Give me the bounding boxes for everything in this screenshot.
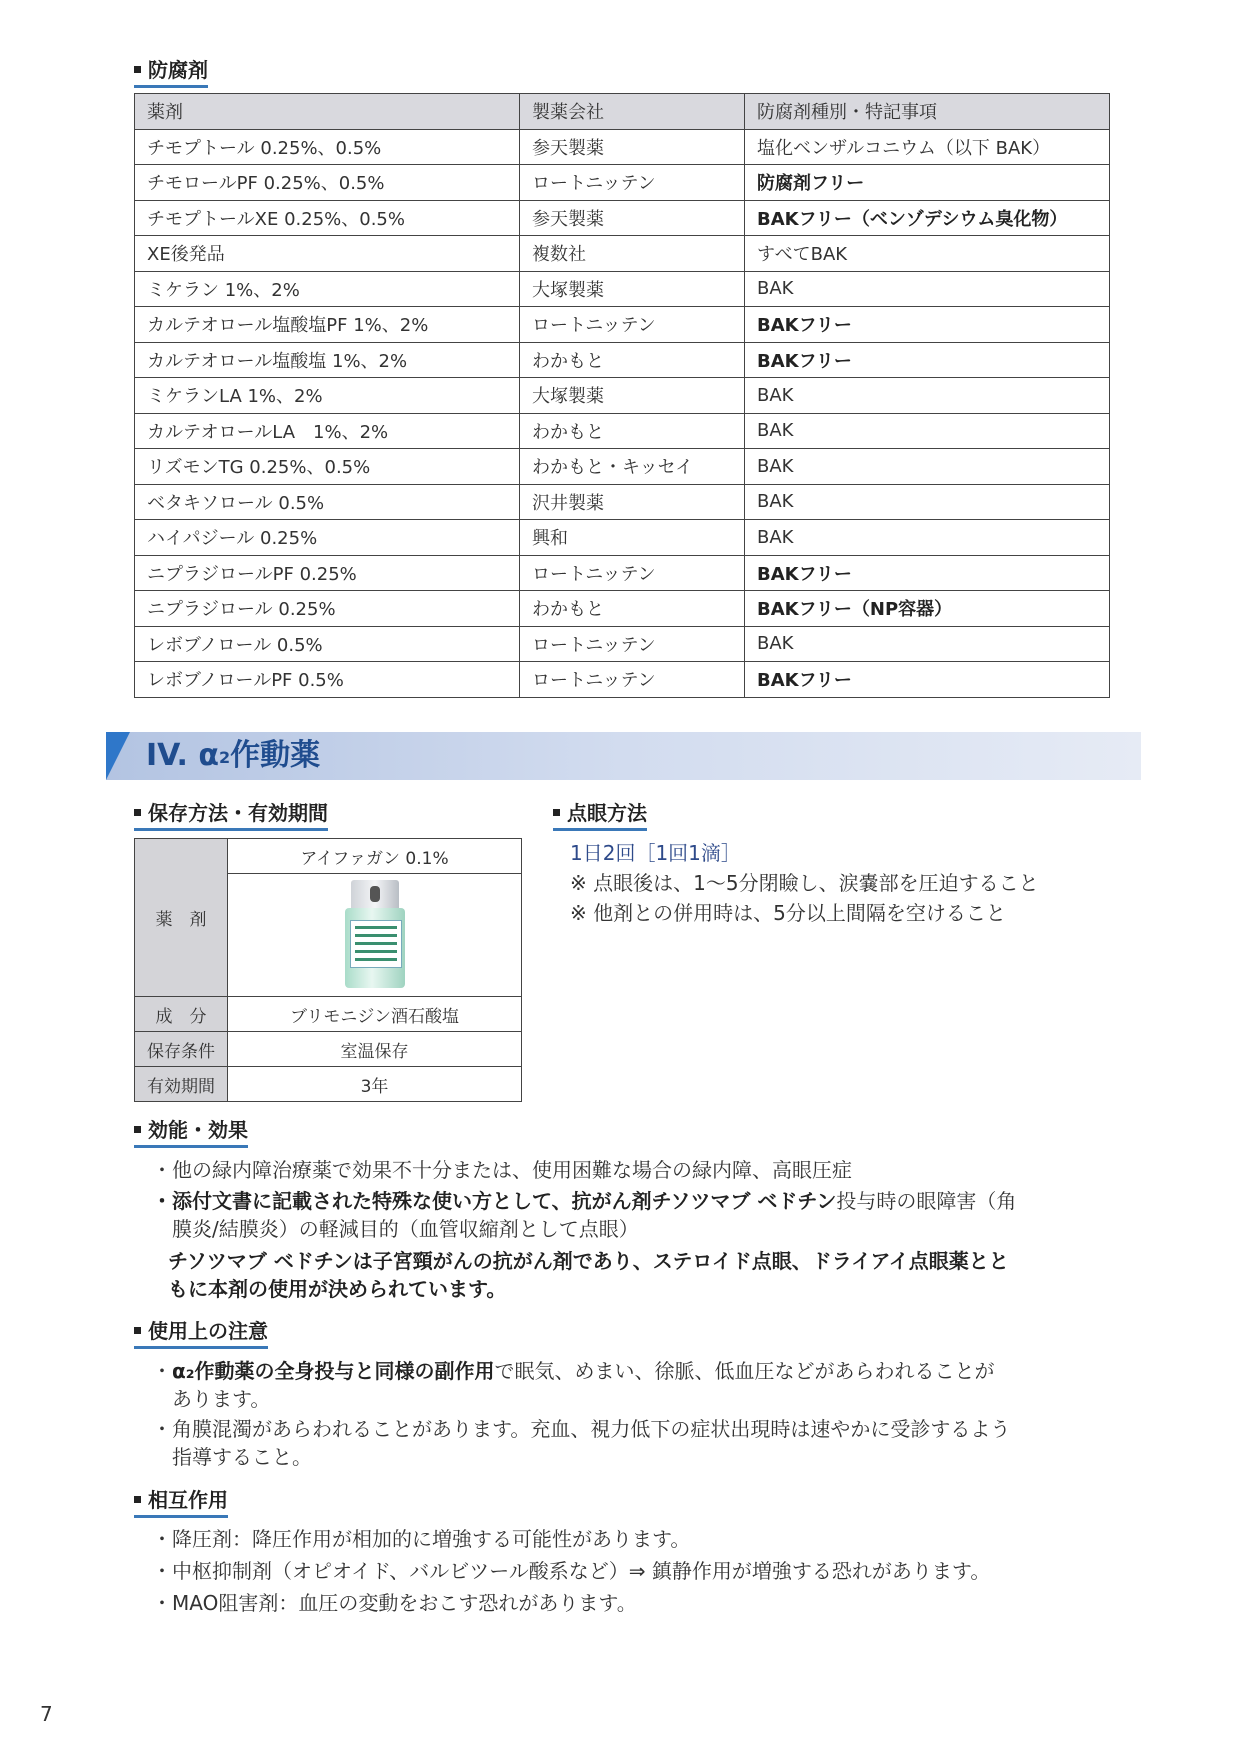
- table-header-row: [135, 94, 1110, 130]
- dosing-note: ※ 他剤との併用時は、5分以上間隔を空けること: [570, 901, 1006, 925]
- maker-cell: わかもと: [520, 342, 745, 378]
- preservative-heading: 防腐剤: [134, 57, 208, 88]
- note-cell: すべてBAK: [745, 236, 1110, 272]
- note-cell: 防腐剤フリー: [745, 165, 1110, 201]
- efficacy-note: チソツマブ ベドチンは子宮頸がんの抗がん剤であり、ステロイド点眼、ドライアイ点眼薬とと: [168, 1249, 1009, 1273]
- column-header: 防腐剤種別・特記事項: [745, 94, 1110, 130]
- maker-cell: ロートニッテン: [520, 165, 745, 201]
- dosing-main: 1日2回［1回1滴］: [570, 841, 741, 865]
- column-header: 製薬会社: [520, 94, 745, 130]
- drug-cell: XE後発品: [135, 236, 520, 272]
- note-cell: BAK: [745, 449, 1110, 485]
- table-row: [135, 129, 1110, 165]
- ingredient-label: 成 分: [135, 997, 228, 1032]
- table-row: [135, 378, 1110, 414]
- table-row: [135, 165, 1110, 201]
- condition-value: 室温保存: [228, 1032, 522, 1067]
- efficacy-item: ・他の緑内障治療薬で効果不十分または、使用困難な場合の緑内障、高眼圧症: [152, 1158, 852, 1182]
- note-cell: BAK: [745, 378, 1110, 414]
- storage-heading: 保存方法・有効期間: [134, 800, 328, 831]
- storage-table: [134, 838, 522, 1102]
- table-row: [135, 200, 1110, 236]
- maker-cell: わかもと・キッセイ: [520, 449, 745, 485]
- maker-cell: ロートニッテン: [520, 626, 745, 662]
- note-cell: BAK: [745, 626, 1110, 662]
- drug-cell: チモロールPF 0.25%、0.5%: [135, 165, 520, 201]
- note-cell: BAK: [745, 484, 1110, 520]
- drug-cell: ニプラジロールPF 0.25%: [135, 555, 520, 591]
- preservative-table: [134, 93, 1110, 698]
- table-row: [135, 591, 1110, 627]
- drug-cell: チモプトールXE 0.25%、0.5%: [135, 200, 520, 236]
- table-row: [135, 626, 1110, 662]
- square-bullet-icon: [134, 809, 141, 816]
- square-bullet-icon: [134, 1327, 141, 1334]
- caution-item-cont: 指導すること。: [172, 1445, 312, 1469]
- note-cell: BAKフリー（ベンゾデシウム臭化物）: [745, 200, 1110, 236]
- table-row: [135, 236, 1110, 272]
- note-cell: BAK: [745, 520, 1110, 556]
- interaction-item: ・降圧剤：降圧作用が相加的に増強する可能性があります。: [152, 1527, 691, 1551]
- section-title: IV. α2作動薬: [146, 738, 321, 773]
- condition-label: 保存条件: [135, 1032, 228, 1067]
- dosing-note: ※ 点眼後は、1～5分閉瞼し、涙嚢部を圧迫すること: [570, 871, 1039, 895]
- note-cell: BAKフリー: [745, 307, 1110, 343]
- square-bullet-icon: [134, 66, 141, 73]
- drug-cell: チモプトール 0.25%、0.5%: [135, 129, 520, 165]
- maker-cell: 興和: [520, 520, 745, 556]
- table-row: [135, 307, 1110, 343]
- table-row: [135, 413, 1110, 449]
- drug-image-cell: [228, 874, 522, 997]
- table-row: [135, 449, 1110, 485]
- expiry-value: 3年: [228, 1067, 522, 1102]
- caution-heading: 使用上の注意: [134, 1318, 268, 1349]
- maker-cell: わかもと: [520, 413, 745, 449]
- table-row: [135, 662, 1110, 698]
- drug-label: 薬 剤: [135, 839, 228, 997]
- interaction-item: ・MAO阻害剤：血圧の変動をおこす恐れがあります。: [152, 1591, 637, 1615]
- table-row: [135, 520, 1110, 556]
- square-bullet-icon: [553, 809, 560, 816]
- interaction-item: ・中枢抑制剤（オピオイド、バルビツール酸系など）⇒ 鎮静作用が増強する恐れがあります。: [152, 1559, 991, 1583]
- expiry-label: 有効期間: [135, 1067, 228, 1102]
- maker-cell: ロートニッテン: [520, 307, 745, 343]
- drug-cell: カルテオロールLA 1%、2%: [135, 413, 520, 449]
- interaction-heading: 相互作用: [134, 1487, 228, 1518]
- efficacy-item-cont: 膜炎/結膜炎）の軽減目的（血管収縮剤として点眼）: [172, 1217, 639, 1241]
- efficacy-item: ・添付文書に記載された特殊な使い方として、抗がん剤チソツマブ ベドチン投与時の眼障害（角: [152, 1189, 1017, 1213]
- maker-cell: 大塚製薬: [520, 378, 745, 414]
- maker-cell: 沢井製薬: [520, 484, 745, 520]
- square-bullet-icon: [134, 1496, 141, 1503]
- efficacy-note: もに本剤の使用が決められています。: [168, 1277, 507, 1301]
- note-cell: BAK: [745, 271, 1110, 307]
- caution-item: ・α₂作動薬の全身投与と同様の副作用で眠気、めまい、徐脈、低血圧などがあらわれることが: [152, 1359, 995, 1383]
- drug-cell: カルテオロール塩酸塩PF 1%、2%: [135, 307, 520, 343]
- table-row: [135, 342, 1110, 378]
- page-number: 7: [40, 1702, 53, 1726]
- drug-cell: ハイパジール 0.25%: [135, 520, 520, 556]
- note-cell: BAKフリー: [745, 555, 1110, 591]
- section-band-accent: [106, 732, 130, 780]
- drug-cell: ミケラン 1%、2%: [135, 271, 520, 307]
- drug-cell: レボブノロールPF 0.5%: [135, 662, 520, 698]
- caution-item: ・角膜混濁があらわれることがあります。充血、視力低下の症状出現時は速やかに受診するよう: [152, 1417, 1011, 1441]
- caution-item-cont: あります。: [172, 1387, 271, 1411]
- table-row: [135, 484, 1110, 520]
- note-cell: BAKフリー（NP容器）: [745, 591, 1110, 627]
- drug-name: アイファガン 0.1%: [228, 839, 522, 874]
- column-header: 薬剤: [135, 94, 520, 130]
- table-row: [135, 271, 1110, 307]
- maker-cell: 複数社: [520, 236, 745, 272]
- drug-cell: ミケランLA 1%、2%: [135, 378, 520, 414]
- drug-cell: ニプラジロール 0.25%: [135, 591, 520, 627]
- note-cell: 塩化ベンザルコニウム（以下 BAK）: [745, 129, 1110, 165]
- maker-cell: 参天製薬: [520, 129, 745, 165]
- maker-cell: ロートニッテン: [520, 555, 745, 591]
- drug-cell: レボブノロール 0.5%: [135, 626, 520, 662]
- maker-cell: ロートニッテン: [520, 662, 745, 698]
- ingredient-value: ブリモニジン酒石酸塩: [228, 997, 522, 1032]
- efficacy-heading: 効能・効果: [134, 1117, 248, 1148]
- square-bullet-icon: [134, 1126, 141, 1133]
- drug-cell: カルテオロール塩酸塩 1%、2%: [135, 342, 520, 378]
- eye-drop-bottle-image: [345, 880, 405, 990]
- drug-cell: ベタキソロール 0.5%: [135, 484, 520, 520]
- maker-cell: 参天製薬: [520, 200, 745, 236]
- maker-cell: 大塚製薬: [520, 271, 745, 307]
- maker-cell: わかもと: [520, 591, 745, 627]
- dosing-heading: 点眼方法: [553, 800, 647, 831]
- note-cell: BAKフリー: [745, 662, 1110, 698]
- note-cell: BAKフリー: [745, 342, 1110, 378]
- note-cell: BAK: [745, 413, 1110, 449]
- table-row: [135, 555, 1110, 591]
- drug-cell: リズモンTG 0.25%、0.5%: [135, 449, 520, 485]
